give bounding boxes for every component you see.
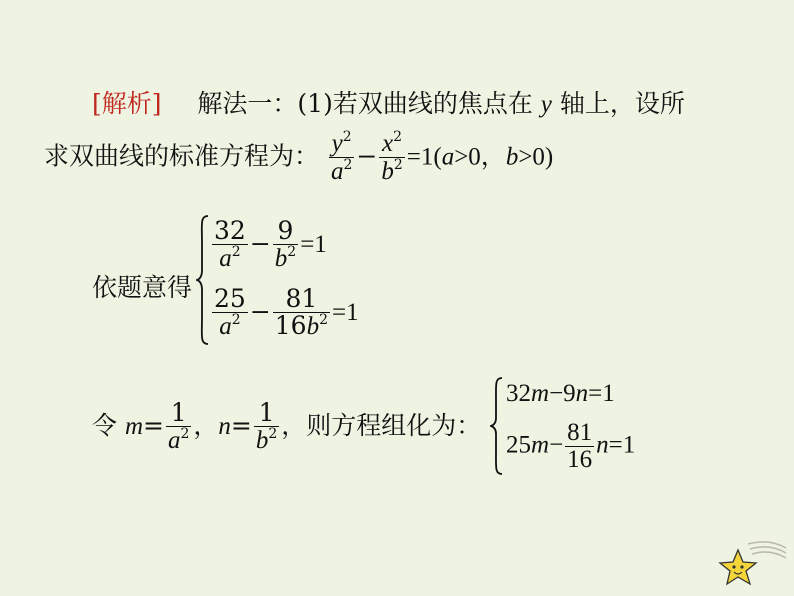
system1-equation-2: $\frac{25}{a^2}$ − $\frac{81}{16b^2}$ =1 (214, 284, 359, 341)
fraction-x2-b2: $\frac{x^2}{b^2}$ (381, 129, 403, 186)
standard-equation-text: 求双曲线的标准方程为： (44, 141, 320, 171)
header-var-y: y (540, 91, 552, 118)
system2-equation-2: 25m− $\frac{81}{16}$ n=1 (506, 419, 636, 474)
system1-label: 依题意得 (92, 273, 193, 302)
equation-rhs: =1(a>0，b>0) (406, 143, 554, 171)
standard-equation-line (44, 130, 553, 186)
analysis-label: [解析] (92, 89, 162, 118)
system1-equation-1: $\frac{32}{a^2}$ − $\frac{9}{b^2}$ =1 (214, 216, 327, 273)
system2-equation-1: 32m−9n=1 (506, 380, 615, 407)
minus-sign: − (356, 141, 378, 171)
header-text: 解法一：(1)若双曲线的焦点在 (197, 89, 533, 118)
fraction-y2-a2: $\frac{y^2}{a^2}$ (330, 129, 353, 186)
substitution-line: 令 m= $\frac{1}{a^2}$ ，n= $\frac{1}{b^2}$ ，则方程组化为： (92, 398, 482, 455)
header-line (92, 84, 685, 120)
star-mascot-icon (718, 536, 788, 588)
system2-brace-icon (490, 376, 504, 476)
system1-brace-icon (196, 214, 210, 346)
header-text-2: 轴上，设所 (559, 89, 685, 118)
